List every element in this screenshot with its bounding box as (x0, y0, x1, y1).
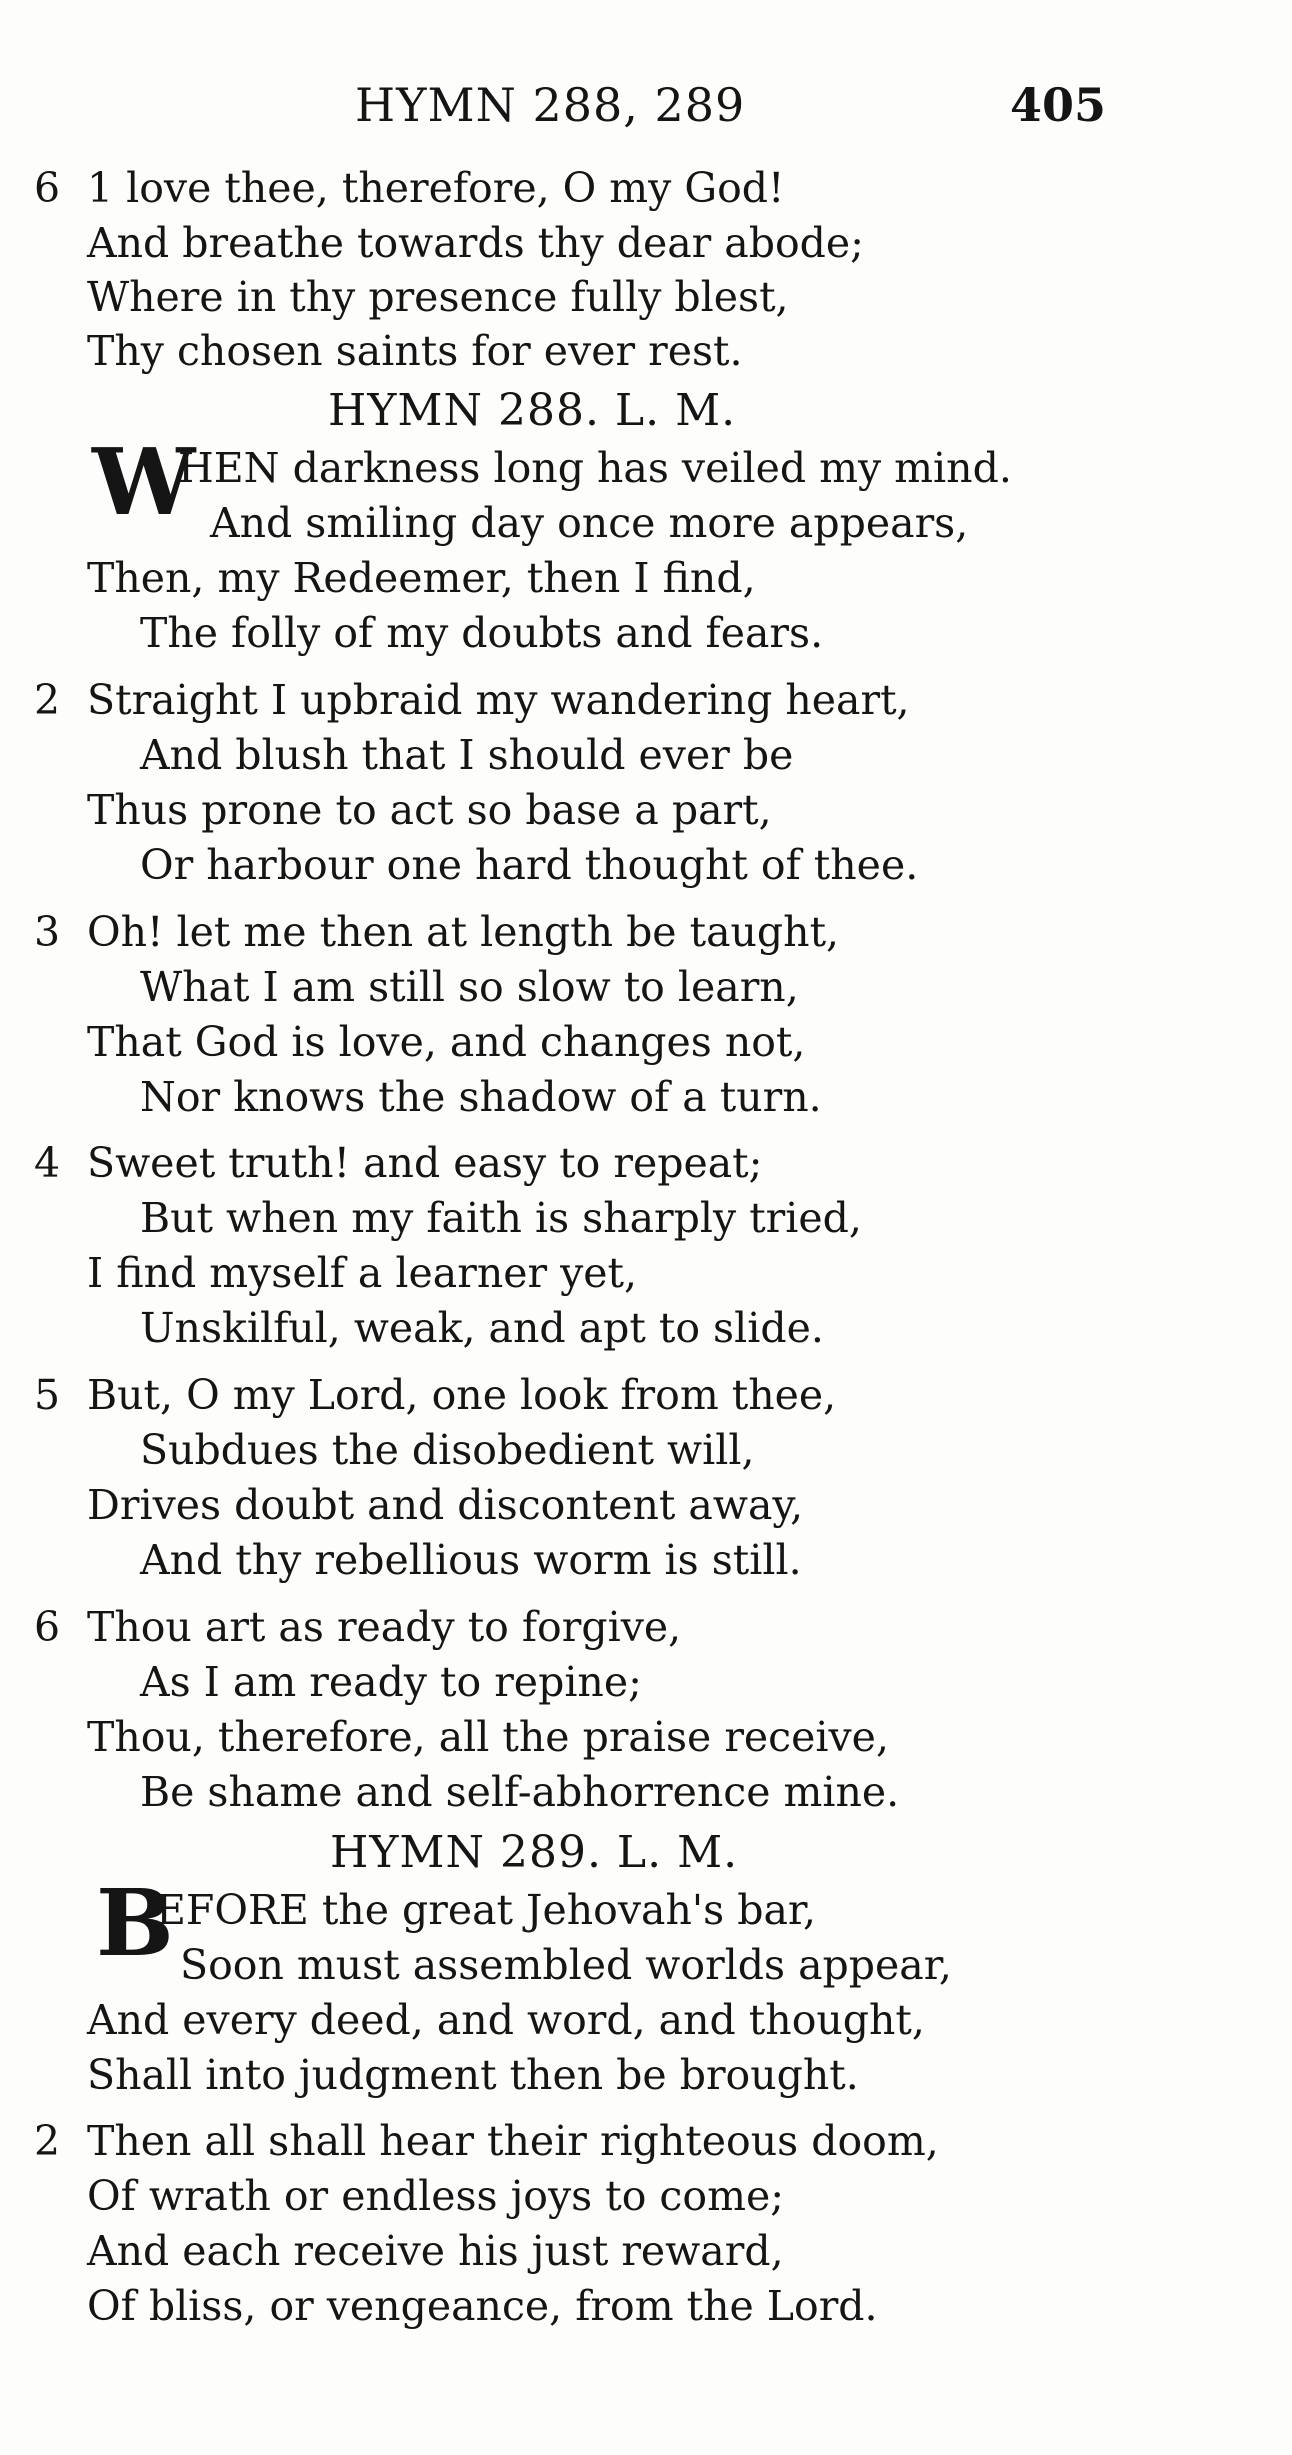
verse-line: Soon must assembled worlds appear, (180, 1941, 952, 1989)
verse-line: Then all shall hear their righteous doom, (87, 2117, 939, 2165)
verse-line: Sweet truth! and easy to repeat; (87, 1139, 763, 1187)
stanza-number: 2 (34, 676, 61, 724)
verse-line: What I am still so slow to learn, (140, 963, 799, 1011)
verse-line: That God is love, and changes not, (87, 1018, 806, 1066)
running-head (0, 78, 1292, 138)
verse-line: Of wrath or endless joys to come; (87, 2172, 785, 2220)
verse-line: Then, my Redeemer, then I find, (87, 554, 756, 602)
verse-line: Drives doubt and discontent away, (87, 1481, 804, 1529)
stanza-number: 5 (34, 1371, 61, 1419)
verse-line: And blush that I should ever be (140, 731, 794, 779)
verse-line: Straight I upbraid my wandering heart, (87, 676, 910, 724)
verse-line: And thy rebellious worm is still. (140, 1536, 802, 1584)
verse-line: 1 love thee, therefore, O my God! (87, 164, 785, 212)
verse-line: But when my faith is sharply tried, (140, 1194, 862, 1242)
stanza-number: 6 (34, 164, 61, 212)
running-title: HYMN 288, 289 (355, 78, 746, 132)
verse-line: Unskilful, weak, and apt to slide. (140, 1304, 824, 1352)
verse-line: Oh! let me then at length be taught, (87, 908, 840, 956)
verse-line: Of bliss, or vengeance, from the Lord. (87, 2282, 878, 2330)
verse-line: Where in thy presence fully blest, (87, 273, 789, 321)
verse-line: And each receive his just reward, (87, 2227, 784, 2275)
page-number: 405 (1010, 78, 1107, 132)
drop-capital: W (92, 428, 196, 536)
verse-line: But, O my Lord, one look from thee, (87, 1371, 837, 1419)
hymn-heading: HYMN 289. L. M. (330, 1827, 739, 1878)
verse-line: Thy chosen saints for ever rest. (87, 327, 743, 375)
verse-line: And every deed, and word, and thought, (87, 1996, 925, 2044)
stanza-number: 2 (34, 2117, 61, 2165)
verse-line: Thou art as ready to forgive, (87, 1603, 682, 1651)
verse-line: As I am ready to repine; (140, 1658, 642, 1706)
verse-line: EFORE the great Jehovah's bar, (156, 1886, 817, 1934)
verse-line: Or harbour one hard thought of thee. (140, 841, 919, 889)
verse-line: And breathe towards thy dear abode; (87, 219, 864, 267)
verse-line: HEN darkness long has veiled my mind. (178, 444, 1012, 492)
verse-line: Thus prone to act so base a part, (87, 786, 772, 834)
verse-line: And smiling day once more appears, (210, 499, 969, 547)
drop-capital: B (96, 1869, 174, 1977)
verse-line: Shall into judgment then be brought. (87, 2051, 859, 2099)
verse-line: Be shame and self-abhorrence mine. (140, 1768, 900, 1816)
verse-line: Subdues the disobedient will, (140, 1426, 755, 1474)
verse-line: Nor knows the shadow of a turn. (140, 1073, 822, 1121)
stanza-number: 3 (34, 908, 61, 956)
verse-line: I find myself a learner yet, (87, 1249, 638, 1297)
verse-line: Thou, therefore, all the praise receive, (87, 1713, 889, 1761)
stanza-number: 4 (34, 1139, 61, 1187)
stanza-number: 6 (34, 1603, 61, 1651)
hymn-heading: HYMN 288. L. M. (328, 385, 737, 436)
verse-line: The folly of my doubts and fears. (140, 609, 824, 657)
